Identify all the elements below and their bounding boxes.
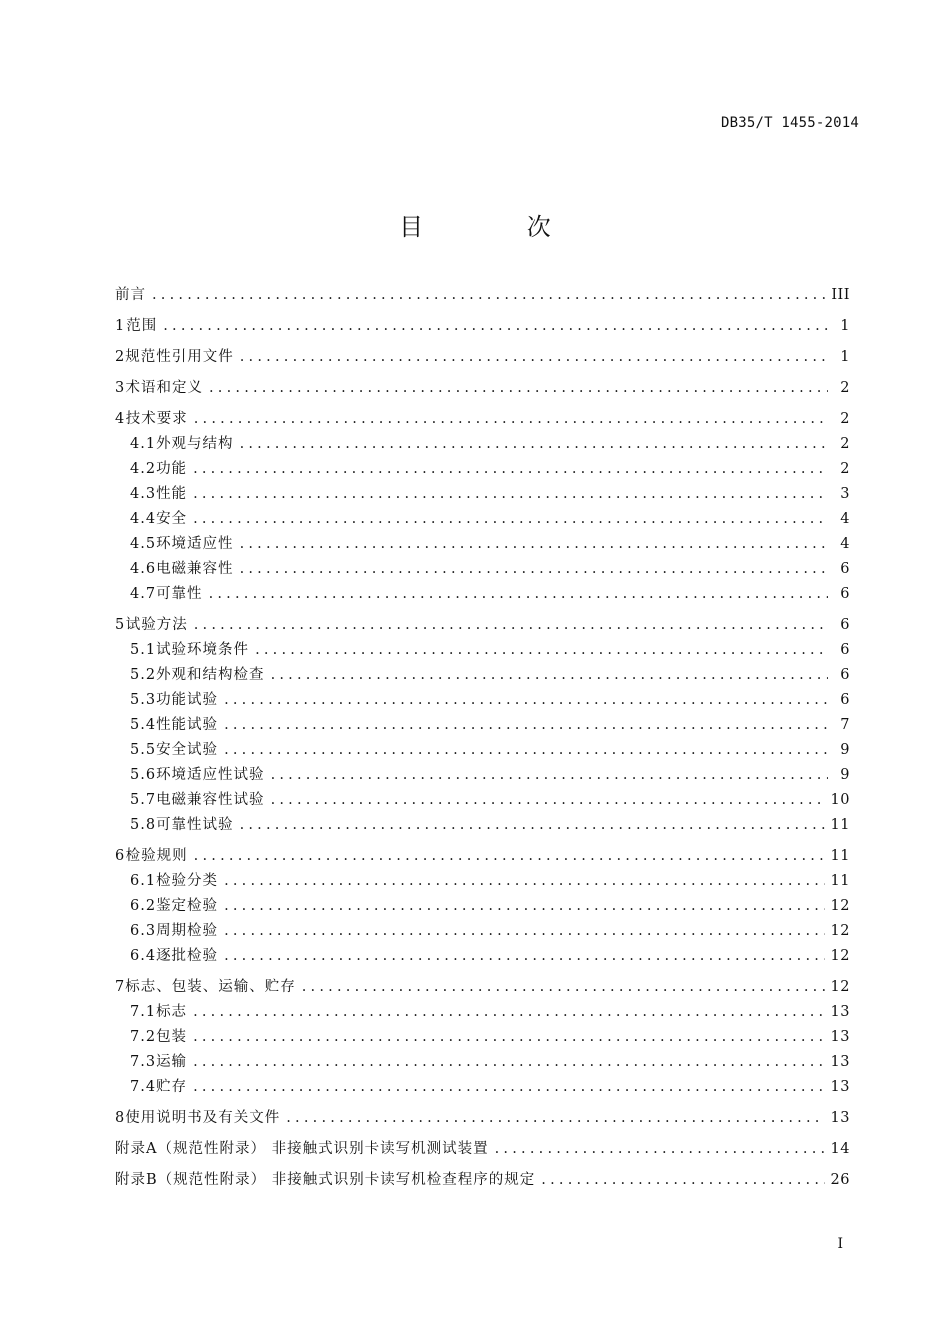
toc-entry-page: 6: [840, 642, 850, 658]
toc-leader-dots: [240, 432, 828, 457]
toc-entry-number: 6.3: [130, 923, 157, 939]
toc-entry-label: 检验分类: [156, 873, 219, 889]
toc-leader-dots: [193, 482, 828, 507]
toc-entry-page: 7: [840, 717, 850, 733]
toc-entry-number: 4.4: [130, 511, 157, 527]
toc-entry-label: 使用说明书及有关文件: [125, 1110, 281, 1126]
toc-entry[interactable]: [115, 432, 850, 457]
toc-entry-page: 2: [840, 436, 850, 452]
toc-leader-dots: [193, 1075, 824, 1100]
toc-entry-label: 功能试验: [156, 692, 219, 708]
toc-entry-page: 4: [840, 536, 850, 552]
toc-entry-number: 5.8: [130, 817, 157, 833]
toc-entry-number: 4.3: [130, 486, 157, 502]
toc-leader-dots: [209, 582, 828, 607]
toc-entry-page: 6: [840, 692, 850, 708]
toc-entry-page: 11: [830, 873, 850, 889]
toc-leader-dots: [302, 975, 825, 1000]
toc-entry[interactable]: [115, 763, 850, 788]
toc-entry[interactable]: [115, 407, 850, 432]
toc-entry-number: 7: [115, 979, 126, 995]
toc-entry[interactable]: [115, 919, 850, 944]
toc-leader-dots: [224, 713, 828, 738]
toc-entry-label: 试验环境条件: [156, 642, 250, 658]
toc-leader-dots: [193, 507, 828, 532]
toc-entry-label: 外观与结构: [156, 436, 234, 452]
toc-leader-dots: [193, 1000, 824, 1025]
toc-entry-page: III: [831, 287, 850, 303]
toc-entry[interactable]: [115, 975, 850, 1000]
toc-entry-number: 6.4: [130, 948, 157, 964]
toc-entry-label: 贮存: [156, 1079, 188, 1095]
toc-entry-number: 3: [115, 380, 126, 396]
toc-entry[interactable]: [115, 663, 850, 688]
toc-entry-page: 13: [830, 1029, 850, 1045]
toc-entry-page: 13: [830, 1110, 850, 1126]
toc-entry[interactable]: [115, 457, 850, 482]
toc-entry-label: 技术要求: [125, 411, 188, 427]
toc-entry[interactable]: [115, 613, 850, 638]
toc-entry-page: 6: [840, 586, 850, 602]
toc-entry[interactable]: [115, 944, 850, 969]
toc-entry-page: 2: [840, 380, 850, 396]
toc-entry-label: 包装: [156, 1029, 188, 1045]
toc-entry[interactable]: [115, 557, 850, 582]
toc-entry-number: 4.2: [130, 461, 157, 477]
toc-entry[interactable]: [115, 788, 850, 813]
toc-leader-dots: [224, 688, 828, 713]
toc-entry[interactable]: [115, 1075, 850, 1100]
toc-entry-label: 性能试验: [156, 717, 219, 733]
toc-entry-label: 标志: [156, 1004, 188, 1020]
toc-entry-number: 4: [115, 411, 126, 427]
toc-entry-page: 2: [840, 411, 850, 427]
toc-entry-page: 11: [830, 817, 850, 833]
toc-entry-number: 7.2: [130, 1029, 157, 1045]
toc-entry[interactable]: [115, 738, 850, 763]
toc-entry-page: 2: [840, 461, 850, 477]
toc-entry[interactable]: [115, 314, 850, 339]
toc-leader-dots: [224, 738, 828, 763]
toc-leader-dots: [240, 557, 828, 582]
toc-entry[interactable]: [115, 376, 850, 401]
toc-entry-page: 10: [830, 792, 850, 808]
toc-leader-dots: [209, 376, 828, 401]
toc-entry-page: 1: [840, 349, 850, 365]
toc-entry-label: 周期检验: [156, 923, 219, 939]
toc-leader-dots: [193, 1050, 824, 1075]
toc-entry-number: 5: [115, 617, 126, 633]
toc-entry-label: 可靠性试验: [156, 817, 234, 833]
toc-entry-label: 环境适应性试验: [156, 767, 265, 783]
toc-entry-page: 13: [830, 1079, 850, 1095]
toc-entry-label: 附录B（规范性附录） 非接触式识别卡读写机检查程序的规定: [115, 1172, 536, 1188]
toc-entry[interactable]: [115, 1050, 850, 1075]
toc-entry-label: 附录A（规范性附录） 非接触式识别卡读写机测试装置: [115, 1141, 489, 1157]
toc-entry-page: 3: [840, 486, 850, 502]
toc-entry-number: 2: [115, 349, 126, 365]
toc-entry-label: 逐批检验: [156, 948, 219, 964]
toc-entry-number: 5.4: [130, 717, 157, 733]
toc-entry-page: 6: [840, 617, 850, 633]
toc-entry-number: 4.6: [130, 561, 157, 577]
toc-leader-dots: [193, 1025, 824, 1050]
toc-entry-number: 7.1: [130, 1004, 157, 1020]
toc-leader-dots: [495, 1137, 825, 1162]
toc-entry-page: 14: [830, 1141, 850, 1157]
toc-leader-dots: [286, 1106, 824, 1131]
toc-entry[interactable]: [115, 688, 850, 713]
toc-entry-label: 规范性引用文件: [125, 349, 234, 365]
toc-entry-number: 5.5: [130, 742, 157, 758]
toc-entry[interactable]: [115, 1137, 850, 1162]
toc-entry-label: 环境适应性: [156, 536, 234, 552]
toc-entry-page: 12: [830, 948, 850, 964]
toc-entry-page: 12: [830, 898, 850, 914]
toc-entry-number: 8: [115, 1110, 126, 1126]
toc-entry[interactable]: [115, 532, 850, 557]
page-title: 目 次: [399, 213, 599, 241]
toc-entry[interactable]: [115, 713, 850, 738]
toc-entry-number: 5.7: [130, 792, 157, 808]
toc-entry-page: 26: [830, 1172, 850, 1188]
toc-entry[interactable]: [115, 283, 850, 308]
toc-leader-dots: [224, 919, 824, 944]
toc-leader-dots: [240, 345, 828, 370]
toc-entry-number: 6: [115, 848, 126, 864]
toc-leader-dots: [194, 844, 825, 869]
toc-leader-dots: [224, 894, 824, 919]
toc-entry-label: 性能: [156, 486, 188, 502]
toc-entry-number: 5.6: [130, 767, 157, 783]
toc-entry-label: 运输: [156, 1054, 188, 1070]
toc-entry-label: 电磁兼容性: [156, 561, 234, 577]
toc-entry[interactable]: [115, 345, 850, 370]
toc-entry-number: 4.1: [130, 436, 157, 452]
toc-entry[interactable]: [115, 482, 850, 507]
toc-entry-label: 试验方法: [125, 617, 188, 633]
toc-entry-label: 安全: [156, 511, 188, 527]
toc-entry[interactable]: [115, 1000, 850, 1025]
standard-code: DB35/T 1455-2014: [720, 115, 859, 131]
toc-entry-page: 6: [840, 561, 850, 577]
toc-leader-dots: [193, 457, 828, 482]
toc-entry-page: 6: [840, 667, 850, 683]
toc-entry[interactable]: [115, 1168, 850, 1193]
toc-entry-number: 6.1: [130, 873, 157, 889]
toc-entry[interactable]: [115, 1025, 850, 1050]
toc-entry-page: 13: [830, 1054, 850, 1070]
toc-entry[interactable]: [115, 894, 850, 919]
toc-entry-number: 4.5: [130, 536, 157, 552]
toc-entry-label: 安全试验: [156, 742, 219, 758]
toc-entry[interactable]: [115, 844, 850, 869]
toc-entry[interactable]: [115, 869, 850, 894]
table-of-contents: [115, 283, 850, 1193]
toc-leader-dots: [152, 283, 825, 308]
toc-leader-dots: [271, 763, 828, 788]
toc-entry-number: 6.2: [130, 898, 157, 914]
toc-leader-dots: [240, 532, 828, 557]
toc-entry-number: 5.3: [130, 692, 157, 708]
toc-leader-dots: [255, 638, 828, 663]
toc-entry-label: 术语和定义: [125, 380, 203, 396]
toc-entry-number: 5.2: [130, 667, 157, 683]
toc-entry[interactable]: [115, 507, 850, 532]
toc-entry-label: 电磁兼容性试验: [156, 792, 265, 808]
toc-leader-dots: [240, 813, 825, 838]
toc-entry-page: 1: [840, 318, 850, 334]
toc-entry-number: 7.3: [130, 1054, 157, 1070]
toc-entry-page: 13: [830, 1004, 850, 1020]
toc-entry-label: 前言: [115, 287, 146, 303]
toc-entry-label: 范围: [126, 318, 158, 334]
toc-leader-dots: [194, 407, 828, 432]
toc-entry[interactable]: [115, 582, 850, 607]
toc-leader-dots: [224, 944, 824, 969]
toc-entry-page: 11: [830, 848, 850, 864]
toc-leader-dots: [541, 1168, 824, 1193]
toc-entry-label: 标志、包装、运输、贮存: [125, 979, 296, 995]
toc-leader-dots: [271, 788, 825, 813]
toc-entry-label: 可靠性: [156, 586, 203, 602]
toc-entry[interactable]: [115, 638, 850, 663]
toc-leader-dots: [194, 613, 828, 638]
toc-entry-page: 9: [840, 742, 850, 758]
toc-entry-number: 7.4: [130, 1079, 157, 1095]
toc-entry-number: 4.7: [130, 586, 157, 602]
toc-entry-label: 检验规则: [125, 848, 188, 864]
page-number: I: [837, 1236, 843, 1252]
toc-entry-page: 4: [840, 511, 850, 527]
toc-entry-page: 12: [830, 979, 850, 995]
toc-leader-dots: [271, 663, 828, 688]
toc-entry-label: 功能: [156, 461, 188, 477]
toc-entry-number: 5.1: [130, 642, 157, 658]
toc-entry-number: 1: [115, 318, 126, 334]
toc-entry[interactable]: [115, 1106, 850, 1131]
toc-entry-page: 9: [840, 767, 850, 783]
toc-leader-dots: [224, 869, 824, 894]
toc-entry-page: 12: [830, 923, 850, 939]
toc-entry-label: 鉴定检验: [156, 898, 219, 914]
toc-entry[interactable]: [115, 813, 850, 838]
toc-leader-dots: [163, 314, 828, 339]
toc-entry-label: 外观和结构检查: [156, 667, 265, 683]
